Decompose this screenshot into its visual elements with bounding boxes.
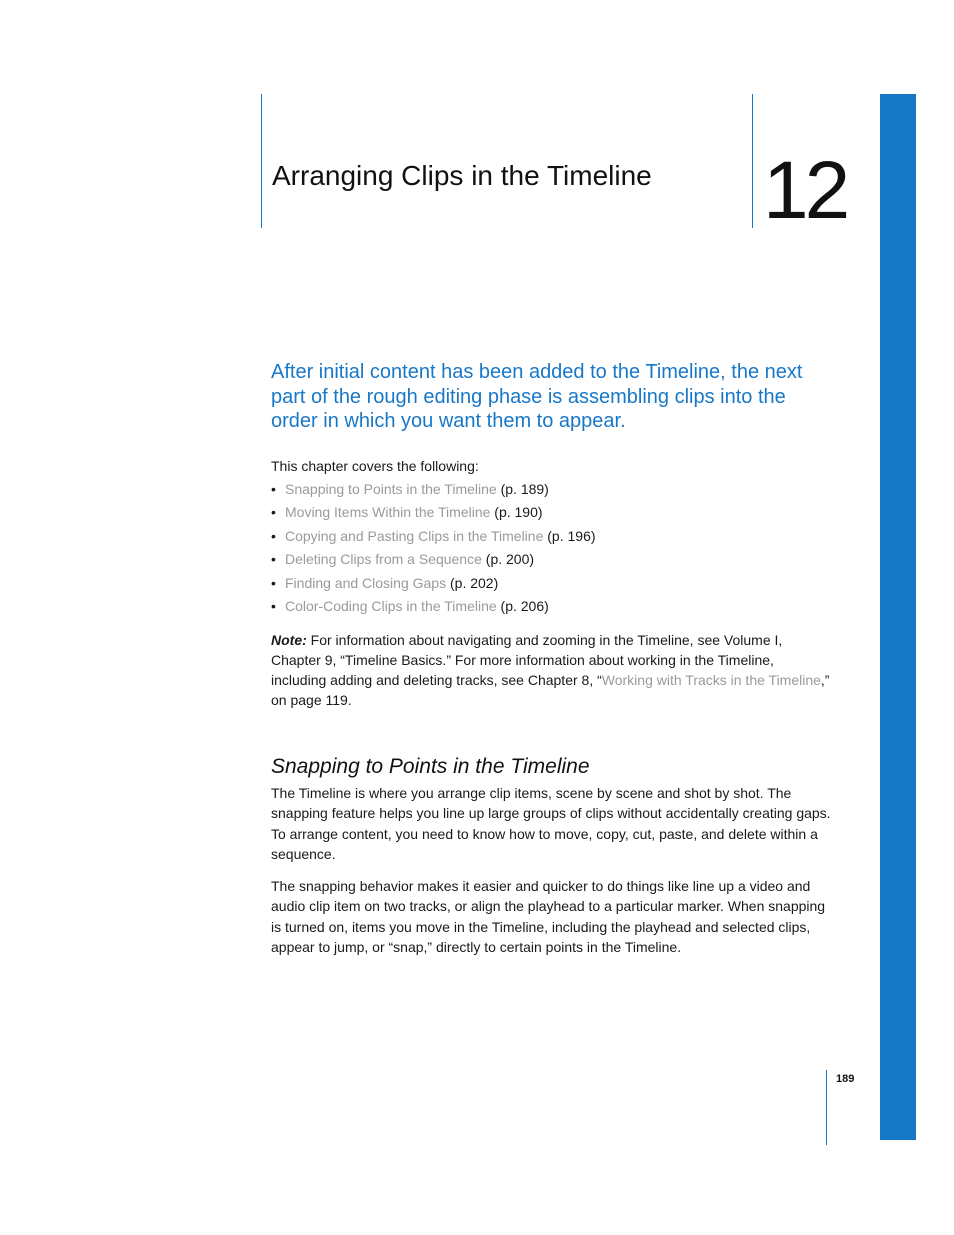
toc-link-copying[interactable]: Copying and Pasting Clips in the Timeline: [285, 527, 544, 544]
bullet: •: [271, 551, 276, 568]
title-right-rule: [752, 94, 753, 228]
chapter-number: 12: [763, 145, 847, 236]
page-ref: (p. 206): [496, 597, 549, 614]
chapter-intro: After initial content has been added to the Timeline, the next part of the rough editing phase is assembling clips into the order in which you want them to appear.: [271, 361, 803, 432]
page-ref: (p. 200): [481, 551, 535, 568]
list-item: [271, 597, 596, 620]
bullet: •: [271, 527, 276, 544]
list-item: [271, 480, 596, 503]
page-number-rule: [826, 1070, 827, 1145]
page-ref: (p. 196): [543, 527, 596, 544]
covers-label: This chapter covers the following:: [271, 458, 479, 474]
note-link-working-with-tracks[interactable]: Working with Tracks in the Timeline: [601, 672, 821, 688]
chapter-contents-list: [271, 480, 596, 620]
page-ref: (p. 189): [496, 481, 549, 497]
page-number: 189: [836, 1073, 855, 1085]
title-left-rule: [261, 94, 262, 228]
bullet: •: [271, 504, 276, 521]
body-paragraph: The snapping behavior makes it easier and quicker to do things like line up a video and audio clip item on two tracks, or align the playhead to a particular marker. When snapping is turned on, items you move in the Timeline, including the playhead and selected clips, appear to jump, or “snap,” directly to certain points in the Timeline.: [271, 878, 826, 956]
toc-link-snapping[interactable]: Snapping to Points in the Timeline: [285, 481, 497, 497]
toc-link-deleting[interactable]: Deleting Clips from a Sequence: [285, 551, 482, 568]
section-heading: Snapping to Points in the Timeline: [271, 755, 590, 778]
note-text-end: ,” on page 119.: [271, 672, 830, 708]
note-paragraph: [271, 630, 831, 710]
list-item: [271, 527, 596, 550]
body-paragraph: The Timeline is where you arrange clip items, scene by scene and shot by shot. The snapping feature helps you line up large groups of clips without accidentally creating gaps. To arrange content, you need to know how to move, copy, cut, paste, and delete within a sequence.: [271, 785, 831, 863]
note-text: For information about navigating and zooming in the Timeline, see Volume I, Chapter 9, “Timeline Basics.” For more information about working in the Timeline, including adding and deleting tracks, see Chapter 8, “: [271, 632, 783, 688]
list-item: [271, 550, 596, 573]
toc-link-gaps[interactable]: Finding and Closing Gaps: [285, 574, 447, 591]
chapter-tab-bar: [880, 94, 916, 1140]
note-label: Note:: [271, 632, 307, 648]
list-item: [271, 574, 596, 597]
toc-link-color-coding[interactable]: Color-Coding Clips in the Timeline: [285, 597, 497, 614]
bullet: •: [271, 481, 276, 497]
page-ref: (p. 190): [490, 504, 543, 521]
list-item: [271, 503, 596, 526]
bullet: •: [271, 574, 276, 591]
page-ref: (p. 202): [446, 574, 499, 591]
bullet: •: [271, 597, 276, 614]
chapter-title: Arranging Clips in the Timeline: [272, 160, 652, 191]
toc-link-moving[interactable]: Moving Items Within the Timeline: [285, 504, 491, 521]
